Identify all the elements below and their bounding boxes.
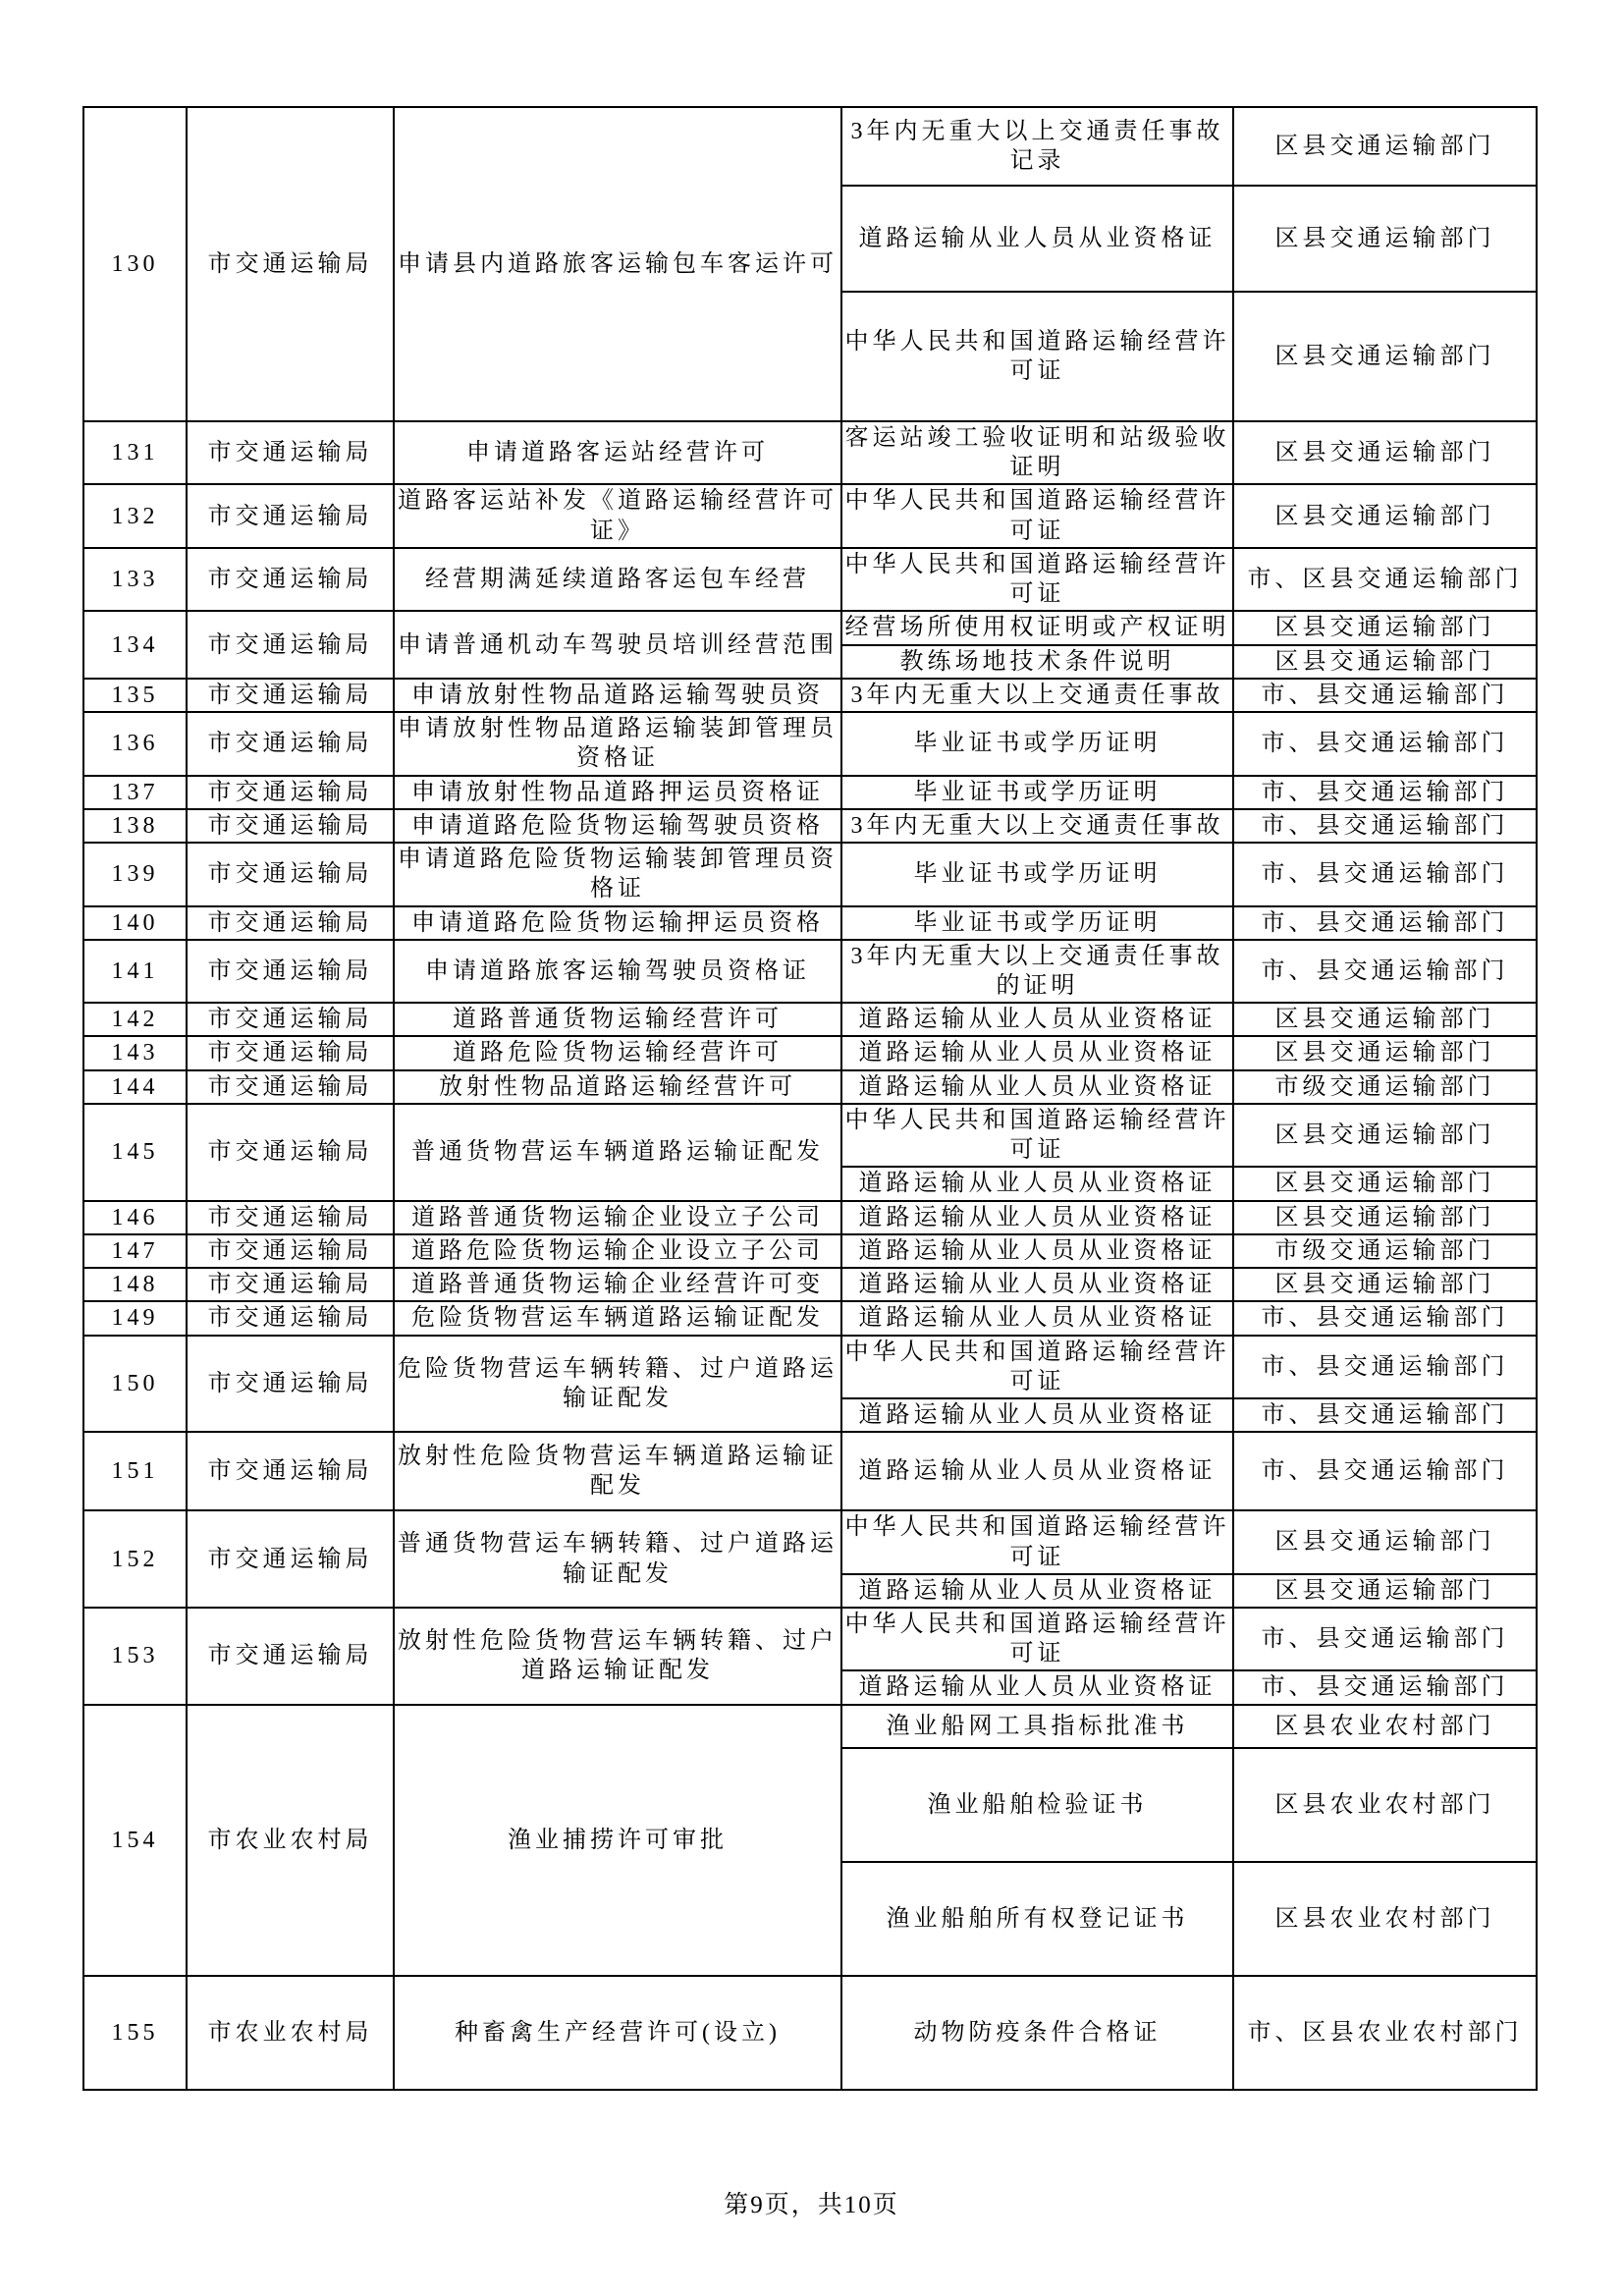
cell-row-number: 149 xyxy=(83,1301,187,1335)
cell-row-number: 140 xyxy=(83,906,187,940)
cell-required-certificate: 中华人民共和国道路运输经营许可证 xyxy=(841,1104,1233,1167)
cell-row-number: 155 xyxy=(83,1976,187,2090)
cell-department: 市交通运输局 xyxy=(187,1432,394,1510)
cell-department: 市交通运输局 xyxy=(187,1003,394,1036)
cell-item-name: 道路普通货物运输经营许可 xyxy=(394,1003,841,1036)
cell-required-certificate: 道路运输从业人员从业资格证 xyxy=(841,1167,1233,1200)
cell-department: 市交通运输局 xyxy=(187,1201,394,1234)
cell-row-number: 148 xyxy=(83,1268,187,1301)
cell-item-name: 道路危险货物运输企业设立子公司 xyxy=(394,1234,841,1268)
table-row xyxy=(83,1201,1537,1234)
cell-required-certificate: 客运站竣工验收证明和站级验收证明 xyxy=(841,421,1233,484)
cell-required-certificate: 3年内无重大以上交通责任事故的证明 xyxy=(841,940,1233,1003)
cell-required-certificate: 渔业船舶检验证书 xyxy=(841,1748,1233,1862)
cell-item-name: 申请道路危险货物运输驾驶员资格 xyxy=(394,809,841,843)
cell-item-name: 申请县内道路旅客运输包车客运许可 xyxy=(394,107,841,421)
table-row xyxy=(83,1234,1537,1268)
table-row xyxy=(83,1432,1537,1510)
cell-row-number: 144 xyxy=(83,1070,187,1104)
cell-item-name: 种畜禽生产经营许可(设立) xyxy=(394,1976,841,2090)
cell-department: 市交通运输局 xyxy=(187,107,394,421)
cell-item-name: 道路普通货物运输企业经营许可变 xyxy=(394,1268,841,1301)
cell-required-certificate: 道路运输从业人员从业资格证 xyxy=(841,186,1233,292)
cell-item-name: 申请道路旅客运输驾驶员资格证 xyxy=(394,940,841,1003)
table-row xyxy=(83,809,1537,843)
cell-row-number: 150 xyxy=(83,1336,187,1433)
cell-required-certificate: 道路运输从业人员从业资格证 xyxy=(841,1234,1233,1268)
cell-issuing-authority: 市、县交通运输部门 xyxy=(1233,712,1537,775)
cell-required-certificate: 中华人民共和国道路运输经营许可证 xyxy=(841,292,1233,421)
cell-issuing-authority: 区县农业农村部门 xyxy=(1233,1705,1537,1748)
cell-row-number: 152 xyxy=(83,1510,187,1608)
cell-required-certificate: 道路运输从业人员从业资格证 xyxy=(841,1301,1233,1335)
table-row xyxy=(83,712,1537,775)
cell-department: 市交通运输局 xyxy=(187,1608,394,1705)
cell-issuing-authority: 市、县交通运输部门 xyxy=(1233,809,1537,843)
cell-department: 市交通运输局 xyxy=(187,809,394,843)
cell-required-certificate: 道路运输从业人员从业资格证 xyxy=(841,1201,1233,1234)
cell-row-number: 154 xyxy=(83,1705,187,1976)
cell-item-name: 申请普通机动车驾驶员培训经营范围 xyxy=(394,611,841,678)
cell-issuing-authority: 区县交通运输部门 xyxy=(1233,107,1537,186)
cell-issuing-authority: 市、县交通运输部门 xyxy=(1233,940,1537,1003)
cell-issuing-authority: 区县交通运输部门 xyxy=(1233,611,1537,644)
cell-row-number: 137 xyxy=(83,776,187,809)
cell-item-name: 道路危险货物运输经营许可 xyxy=(394,1036,841,1069)
cell-item-name: 申请道路危险货物运输押运员资格 xyxy=(394,906,841,940)
cell-issuing-authority: 区县农业农村部门 xyxy=(1233,1748,1537,1862)
table-row xyxy=(83,1705,1537,1748)
cell-issuing-authority: 区县交通运输部门 xyxy=(1233,1104,1537,1167)
table-body xyxy=(83,107,1537,2090)
cell-item-name: 经营期满延续道路客运包车经营 xyxy=(394,548,841,611)
table-row xyxy=(83,484,1537,547)
cell-item-name: 普通货物营运车辆转籍、过户道路运输证配发 xyxy=(394,1510,841,1608)
approval-items-table xyxy=(82,106,1538,2091)
table-row xyxy=(83,1510,1537,1573)
cell-item-name: 危险货物营运车辆道路运输证配发 xyxy=(394,1301,841,1335)
cell-issuing-authority: 区县交通运输部门 xyxy=(1233,645,1537,679)
cell-required-certificate: 中华人民共和国道路运输经营许可证 xyxy=(841,484,1233,547)
cell-department: 市交通运输局 xyxy=(187,843,394,905)
cell-required-certificate: 毕业证书或学历证明 xyxy=(841,776,1233,809)
cell-item-name: 道路普通货物运输企业设立子公司 xyxy=(394,1201,841,1234)
cell-required-certificate: 道路运输从业人员从业资格证 xyxy=(841,1432,1233,1510)
cell-row-number: 145 xyxy=(83,1104,187,1201)
cell-item-name: 申请放射性物品道路押运员资格证 xyxy=(394,776,841,809)
page-footer: 第9页，共10页 xyxy=(724,2192,899,2218)
cell-issuing-authority: 区县交通运输部门 xyxy=(1233,1510,1537,1573)
cell-required-certificate: 3年内无重大以上交通责任事故记录 xyxy=(841,107,1233,186)
cell-issuing-authority: 市、县交通运输部门 xyxy=(1233,1301,1537,1335)
cell-issuing-authority: 市级交通运输部门 xyxy=(1233,1070,1537,1104)
cell-issuing-authority: 市、县交通运输部门 xyxy=(1233,906,1537,940)
cell-department: 市交通运输局 xyxy=(187,940,394,1003)
cell-required-certificate: 3年内无重大以上交通责任事故 xyxy=(841,679,1233,712)
cell-item-name: 放射性物品道路运输经营许可 xyxy=(394,1070,841,1104)
cell-row-number: 130 xyxy=(83,107,187,421)
cell-department: 市交通运输局 xyxy=(187,484,394,547)
cell-item-name: 申请放射性物品道路运输装卸管理员资格证 xyxy=(394,712,841,775)
cell-required-certificate: 毕业证书或学历证明 xyxy=(841,843,1233,905)
cell-required-certificate: 道路运输从业人员从业资格证 xyxy=(841,1070,1233,1104)
cell-row-number: 136 xyxy=(83,712,187,775)
cell-item-name: 申请道路客运站经营许可 xyxy=(394,421,841,484)
cell-required-certificate: 渔业船网工具指标批准书 xyxy=(841,1705,1233,1748)
cell-row-number: 141 xyxy=(83,940,187,1003)
cell-department: 市交通运输局 xyxy=(187,548,394,611)
table-row xyxy=(83,679,1537,712)
cell-department: 市交通运输局 xyxy=(187,776,394,809)
cell-required-certificate: 毕业证书或学历证明 xyxy=(841,906,1233,940)
table-row xyxy=(83,1070,1537,1104)
cell-issuing-authority: 区县农业农村部门 xyxy=(1233,1862,1537,1976)
cell-row-number: 134 xyxy=(83,611,187,678)
cell-department: 市交通运输局 xyxy=(187,1510,394,1608)
cell-item-name: 道路客运站补发《道路运输经营许可证》 xyxy=(394,484,841,547)
cell-department: 市交通运输局 xyxy=(187,1268,394,1301)
cell-issuing-authority: 市、区县交通运输部门 xyxy=(1233,548,1537,611)
cell-item-name: 渔业捕捞许可审批 xyxy=(394,1705,841,1976)
cell-department: 市交通运输局 xyxy=(187,611,394,678)
cell-issuing-authority: 市、县交通运输部门 xyxy=(1233,776,1537,809)
cell-department: 市交通运输局 xyxy=(187,1070,394,1104)
table-row xyxy=(83,1301,1537,1335)
cell-department: 市交通运输局 xyxy=(187,1234,394,1268)
cell-required-certificate: 道路运输从业人员从业资格证 xyxy=(841,1398,1233,1432)
cell-item-name: 放射性危险货物营运车辆道路运输证配发 xyxy=(394,1432,841,1510)
cell-row-number: 147 xyxy=(83,1234,187,1268)
cell-required-certificate: 道路运输从业人员从业资格证 xyxy=(841,1036,1233,1069)
cell-issuing-authority: 区县交通运输部门 xyxy=(1233,1574,1537,1608)
cell-department: 市交通运输局 xyxy=(187,1104,394,1201)
cell-required-certificate: 教练场地技术条件说明 xyxy=(841,645,1233,679)
table-row xyxy=(83,1036,1537,1069)
table-row xyxy=(83,548,1537,611)
table-row xyxy=(83,776,1537,809)
cell-row-number: 135 xyxy=(83,679,187,712)
cell-row-number: 143 xyxy=(83,1036,187,1069)
cell-required-certificate: 道路运输从业人员从业资格证 xyxy=(841,1268,1233,1301)
table-row xyxy=(83,843,1537,905)
cell-issuing-authority: 市、区县农业农村部门 xyxy=(1233,1976,1537,2090)
cell-department: 市交通运输局 xyxy=(187,679,394,712)
cell-issuing-authority: 区县交通运输部门 xyxy=(1233,186,1537,292)
cell-issuing-authority: 区县交通运输部门 xyxy=(1233,1201,1537,1234)
cell-required-certificate: 中华人民共和国道路运输经营许可证 xyxy=(841,1608,1233,1670)
cell-issuing-authority: 市、县交通运输部门 xyxy=(1233,1336,1537,1398)
cell-item-name: 危险货物营运车辆转籍、过户道路运输证配发 xyxy=(394,1336,841,1433)
cell-department: 市交通运输局 xyxy=(187,712,394,775)
cell-required-certificate: 毕业证书或学历证明 xyxy=(841,712,1233,775)
cell-row-number: 133 xyxy=(83,548,187,611)
cell-issuing-authority: 区县交通运输部门 xyxy=(1233,421,1537,484)
cell-row-number: 139 xyxy=(83,843,187,905)
table-row xyxy=(83,107,1537,186)
cell-required-certificate: 中华人民共和国道路运输经营许可证 xyxy=(841,1336,1233,1398)
cell-required-certificate: 3年内无重大以上交通责任事故 xyxy=(841,809,1233,843)
table-row xyxy=(83,1336,1537,1398)
cell-required-certificate: 经营场所使用权证明或产权证明 xyxy=(841,611,1233,644)
table-row xyxy=(83,1104,1537,1167)
cell-item-name: 申请放射性物品道路运输驾驶员资 xyxy=(394,679,841,712)
table-row xyxy=(83,906,1537,940)
table-row xyxy=(83,940,1537,1003)
cell-issuing-authority: 市、县交通运输部门 xyxy=(1233,679,1537,712)
cell-required-certificate: 渔业船舶所有权登记证书 xyxy=(841,1862,1233,1976)
cell-department: 市交通运输局 xyxy=(187,906,394,940)
cell-issuing-authority: 区县交通运输部门 xyxy=(1233,484,1537,547)
cell-required-certificate: 道路运输从业人员从业资格证 xyxy=(841,1574,1233,1608)
cell-issuing-authority: 市、县交通运输部门 xyxy=(1233,1398,1537,1432)
table-row xyxy=(83,611,1537,644)
cell-required-certificate: 动物防疫条件合格证 xyxy=(841,1976,1233,2090)
cell-issuing-authority: 市、县交通运输部门 xyxy=(1233,1608,1537,1670)
cell-department: 市农业农村局 xyxy=(187,1705,394,1976)
table-row xyxy=(83,1608,1537,1670)
cell-row-number: 151 xyxy=(83,1432,187,1510)
cell-issuing-authority: 市、县交通运输部门 xyxy=(1233,843,1537,905)
cell-issuing-authority: 区县交通运输部门 xyxy=(1233,292,1537,421)
cell-issuing-authority: 区县交通运输部门 xyxy=(1233,1003,1537,1036)
cell-row-number: 132 xyxy=(83,484,187,547)
cell-row-number: 142 xyxy=(83,1003,187,1036)
table-row xyxy=(83,421,1537,484)
cell-item-name: 放射性危险货物营运车辆转籍、过户道路运输证配发 xyxy=(394,1608,841,1705)
cell-issuing-authority: 区县交通运输部门 xyxy=(1233,1268,1537,1301)
cell-department: 市交通运输局 xyxy=(187,1301,394,1335)
cell-issuing-authority: 市级交通运输部门 xyxy=(1233,1234,1537,1268)
table-row xyxy=(83,1003,1537,1036)
cell-row-number: 153 xyxy=(83,1608,187,1705)
cell-row-number: 131 xyxy=(83,421,187,484)
cell-required-certificate: 道路运输从业人员从业资格证 xyxy=(841,1670,1233,1704)
cell-row-number: 138 xyxy=(83,809,187,843)
cell-required-certificate: 道路运输从业人员从业资格证 xyxy=(841,1003,1233,1036)
cell-issuing-authority: 区县交通运输部门 xyxy=(1233,1036,1537,1069)
cell-department: 市交通运输局 xyxy=(187,1336,394,1433)
cell-department: 市交通运输局 xyxy=(187,421,394,484)
cell-issuing-authority: 区县交通运输部门 xyxy=(1233,1167,1537,1200)
cell-department: 市交通运输局 xyxy=(187,1036,394,1069)
cell-department: 市农业农村局 xyxy=(187,1976,394,2090)
cell-required-certificate: 中华人民共和国道路运输经营许可证 xyxy=(841,1510,1233,1573)
cell-issuing-authority: 市、县交通运输部门 xyxy=(1233,1670,1537,1704)
cell-issuing-authority: 市、县交通运输部门 xyxy=(1233,1432,1537,1510)
table-row xyxy=(83,1268,1537,1301)
cell-item-name: 普通货物营运车辆道路运输证配发 xyxy=(394,1104,841,1201)
cell-row-number: 146 xyxy=(83,1201,187,1234)
table-row xyxy=(83,1976,1537,2090)
cell-required-certificate: 中华人民共和国道路运输经营许可证 xyxy=(841,548,1233,611)
cell-item-name: 申请道路危险货物运输装卸管理员资格证 xyxy=(394,843,841,905)
